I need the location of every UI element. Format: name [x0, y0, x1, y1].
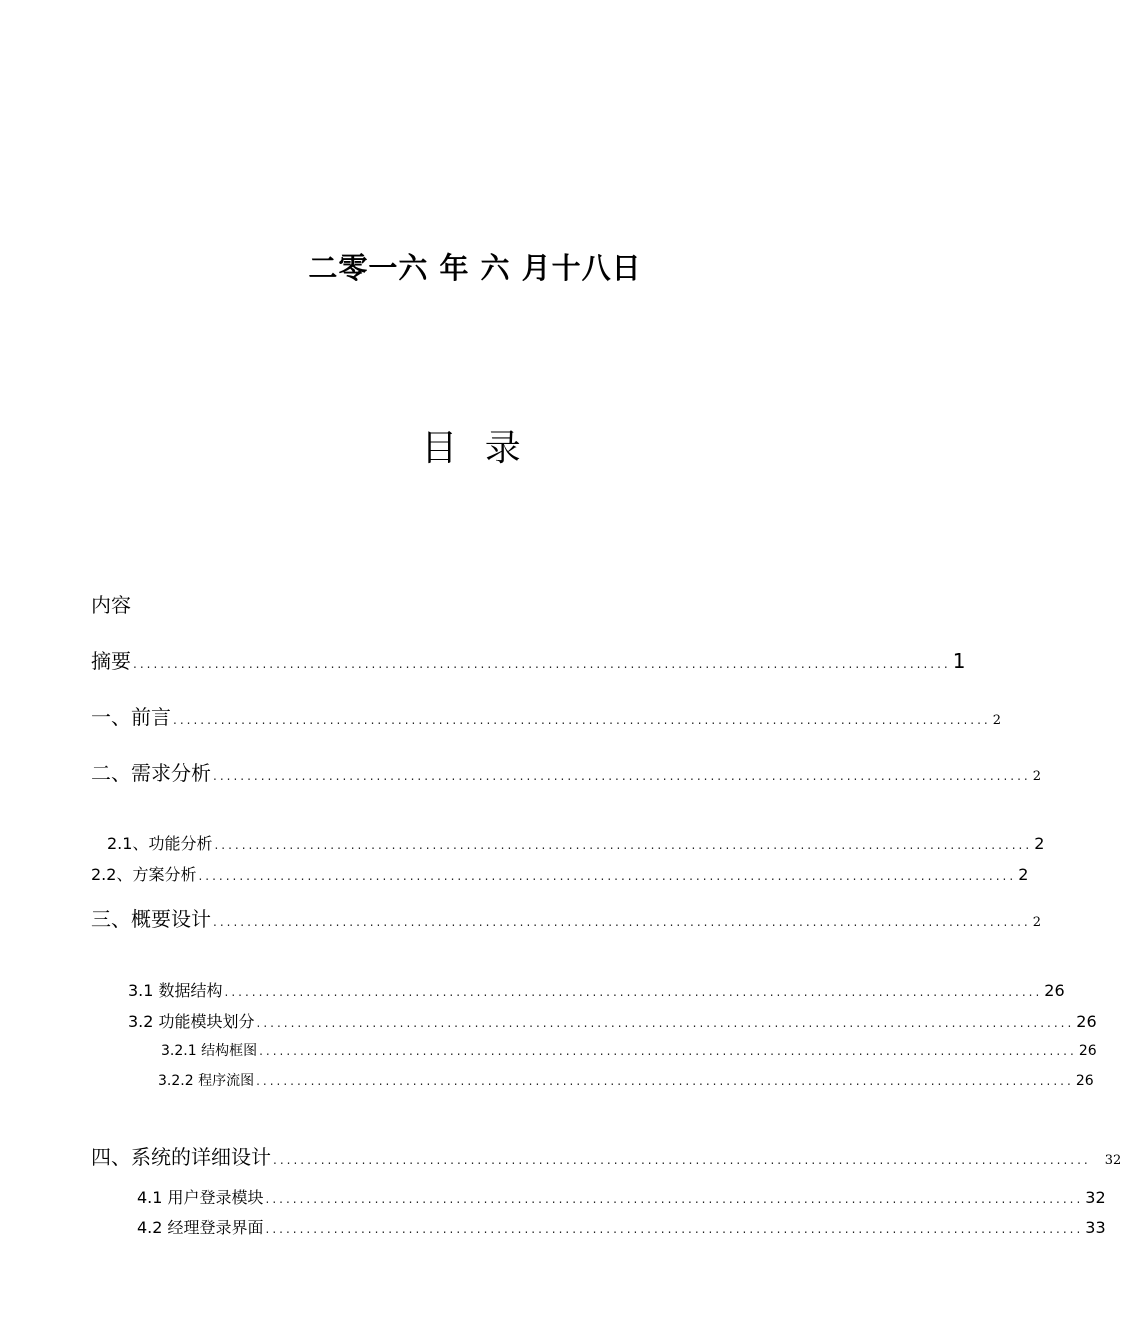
toc-leader-dots: ........................................................................................................................: [213, 915, 1031, 929]
toc-leader-dots: ........................................................................................................................: [213, 769, 1031, 783]
toc-entry-text: 3.2.1 结构框图: [161, 1043, 258, 1059]
toc-entry[interactable]: [128, 1009, 1097, 1032]
toc-leader-dots: ........................................................................................................................: [259, 1044, 1077, 1058]
toc-leader-dots: ........................................................................................................................: [198, 869, 1017, 883]
toc-entry-text: 2.1、功能分析: [107, 834, 213, 853]
toc-leader-dots: ........................................................................................................................: [214, 838, 1033, 852]
toc-entry-page: 26: [1075, 1073, 1094, 1089]
toc-leader-dots: ........................................................................................................................: [273, 1153, 1091, 1167]
toc-entry[interactable]: [107, 831, 1045, 854]
toc-entry-page: 2: [992, 713, 1002, 728]
toc-title: 目 录: [421, 428, 529, 469]
toc-entry-page: 26: [1078, 1043, 1097, 1059]
toc-entry[interactable]: [128, 978, 1065, 1001]
document-date: 二零一六 年 六 月十八日: [308, 251, 642, 285]
toc-entry-text: 摘要: [91, 649, 131, 673]
toc-leader-dots: ........................................................................................................................: [173, 713, 991, 727]
toc-entry-page: 1: [952, 649, 966, 673]
toc-entry-text: 4.2 经理登录界面: [137, 1218, 264, 1237]
toc-entry-page: 26: [1044, 981, 1065, 1000]
toc-leader-dots: ........................................................................................................................: [265, 1222, 1084, 1236]
toc-entry[interactable]: [91, 645, 966, 674]
toc-entry-page: 32: [1104, 1153, 1121, 1168]
toc-entry-page: 2: [1034, 834, 1045, 853]
toc-entry[interactable]: [161, 1040, 1097, 1060]
toc-leader-dots: ........................................................................................................................: [256, 1016, 1075, 1030]
toc-entry-page: 2: [1018, 865, 1029, 884]
toc-leader-dots: ........................................................................................................................: [224, 985, 1043, 999]
toc-entry[interactable]: [91, 1141, 1121, 1170]
toc-entry-text: 二、需求分析: [91, 761, 211, 785]
toc-leader-dots: ........................................................................................................................: [256, 1074, 1074, 1088]
toc-entry[interactable]: [91, 757, 1042, 786]
toc-entry-text: 一、前言: [91, 705, 171, 729]
toc-entry-page: 33: [1085, 1218, 1106, 1237]
toc-entry-page: 2: [1032, 769, 1042, 784]
toc-entry-text: 三、概要设计: [91, 907, 211, 931]
toc-entry-text: 3.2.2 程序流图: [158, 1073, 255, 1089]
toc-entry[interactable]: [91, 862, 1029, 885]
toc-entry-page: 2: [1032, 915, 1042, 930]
toc-entry[interactable]: [91, 903, 1042, 932]
toc-entry-text: 四、系统的详细设计: [91, 1145, 271, 1169]
toc-leader-dots: ........................................................................................................................: [265, 1192, 1084, 1206]
toc-entry-page: 32: [1085, 1188, 1106, 1207]
toc-entry-text: 4.1 用户登录模块: [137, 1188, 264, 1207]
toc-entry-text: 3.2 功能模块划分: [128, 1012, 255, 1031]
toc-entry[interactable]: [137, 1215, 1106, 1238]
toc-entry[interactable]: [137, 1185, 1106, 1208]
toc-entry[interactable]: [91, 701, 1002, 730]
toc-entry-text: 2.2、方案分析: [91, 865, 197, 884]
toc-entry-page: 26: [1076, 1012, 1097, 1031]
toc-entry[interactable]: [158, 1070, 1094, 1090]
toc-entry-text: 3.1 数据结构: [128, 981, 223, 1000]
toc-heading: 内容: [91, 593, 131, 617]
toc-leader-dots: ........................................................................................................................: [133, 657, 951, 671]
